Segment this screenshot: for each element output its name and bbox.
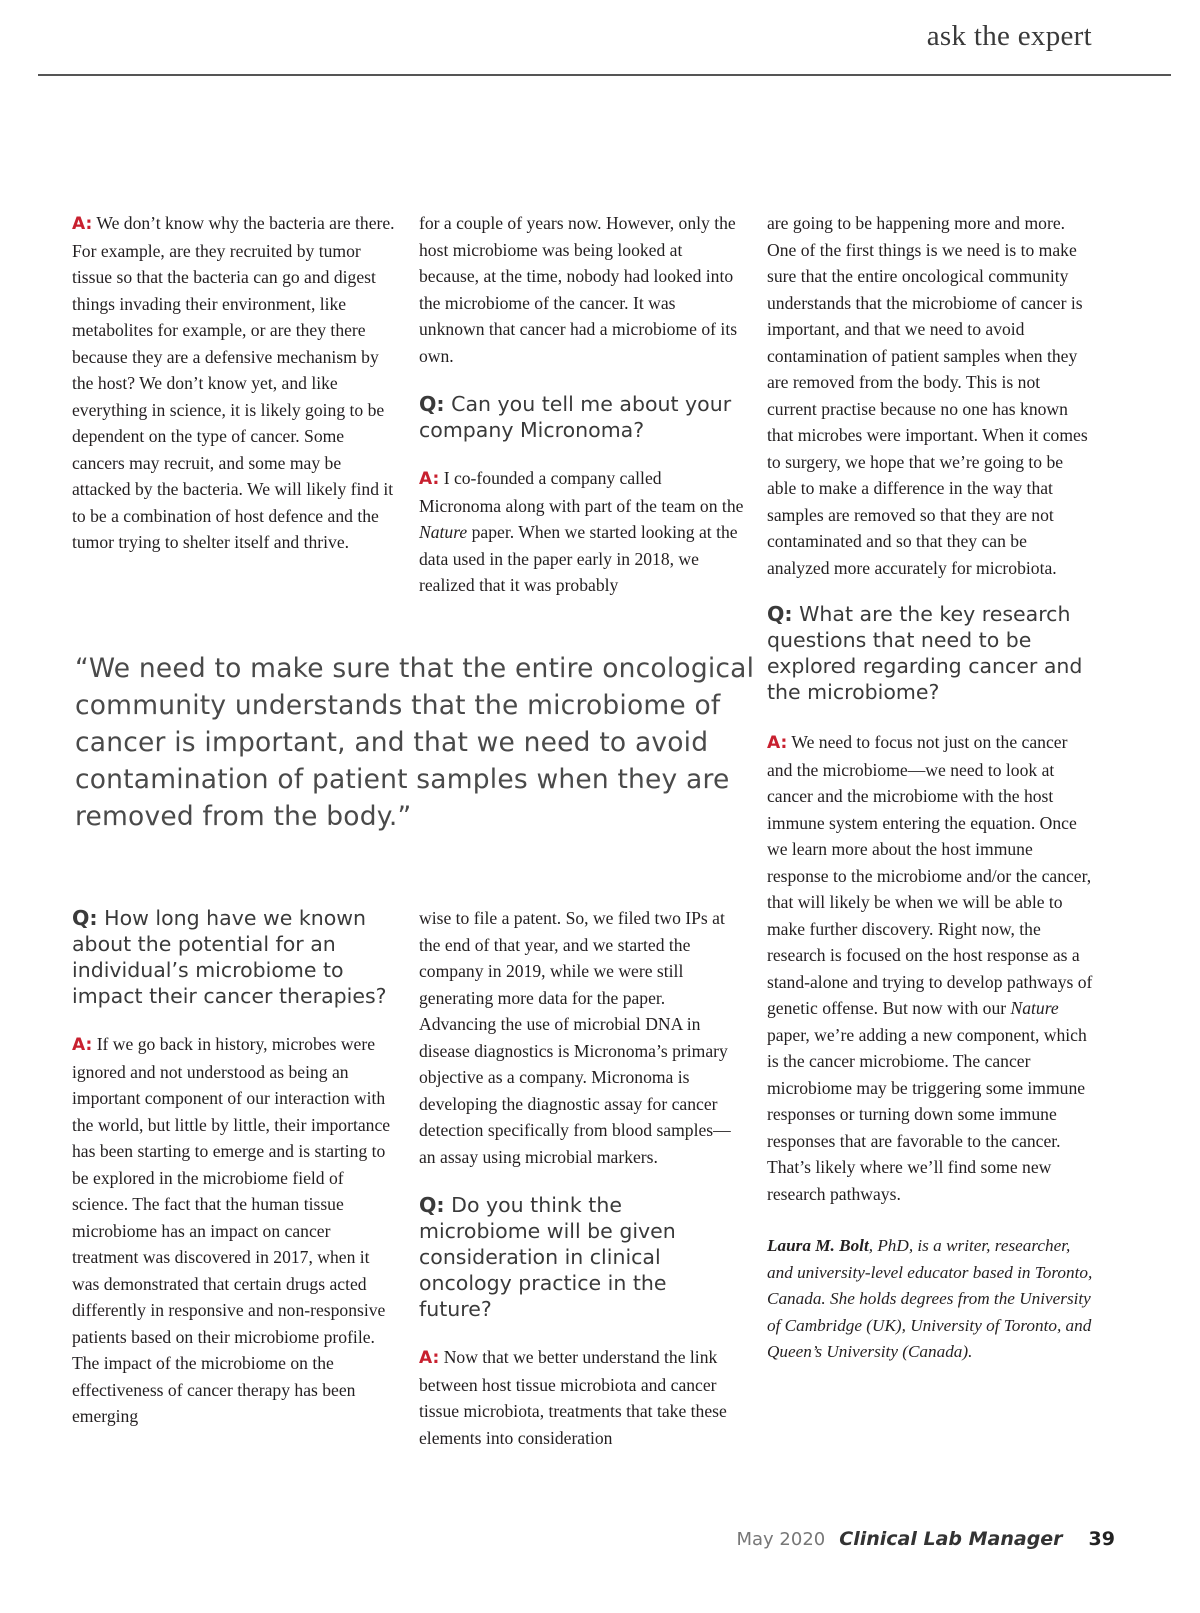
question-heading [72, 905, 397, 1009]
issue-date: May 2020 [736, 1529, 826, 1550]
question-text: Can you tell me about your company Micronoma? [419, 392, 732, 442]
magazine-name: Clinical Lab Manager [839, 1528, 1063, 1550]
answer-continued: wise to file a patent. So, we filed two IPs at the end of that year, and we started the company in 2019, while we were still generating more data for the paper. Advancing the use of microbial DNA in disease diagnostics is Micronoma’s primary objective as a company. Micronoma is developing the diagnostic assay for cancer detection specifically from blood samples—an assay using microbial markers. [419, 908, 731, 1167]
col2-top [419, 210, 744, 599]
question-text: How long have we known about the potential for an individual’s microbiome to impact their cancer therapies? [72, 906, 387, 1008]
answer-continued: for a couple of years now. However, only the host microbiome was being looked at because, at the time, nobody had looked into the microbiome of the cancer. It was unknown that cancer had a microbiome of its own. [419, 213, 738, 366]
question-label: Q: [767, 602, 793, 626]
question-text: What are the key research questions that need to be explored regarding cancer and the microbiome? [767, 602, 1083, 704]
question-heading [419, 391, 744, 443]
question-heading [767, 601, 1093, 705]
author-name: Laura M. Bolt [767, 1236, 869, 1255]
answer-paragraph [767, 729, 1093, 1207]
answer-paragraph [72, 210, 397, 556]
pull-quote: “We need to make sure that the entire oncological community understands that the microbiome of cancer is important, and that we need to avoid contamination of patient samples when they are removed from the body.” [75, 653, 755, 832]
page-number: 39 [1088, 1528, 1115, 1550]
question-label: Q: [419, 1193, 445, 1217]
question-label: Q: [419, 392, 445, 416]
author-bio-text: , PhD, is a writer, researcher, and university-level educator based in Toronto, Canada. She holds degrees from the University of Cambridge (UK), University of Toronto, and Queen’s University (Canada). [767, 1236, 1093, 1361]
answer-label: A: [419, 1348, 440, 1368]
col3 [767, 210, 1093, 1366]
section-title: ask the expert [926, 20, 1092, 52]
answer-paragraph [72, 1031, 397, 1430]
question-label: Q: [72, 906, 98, 930]
author-bio [767, 1233, 1093, 1366]
question-text: Do you think the microbiome will be given consideration in clinical oncology practice in the future? [419, 1193, 676, 1321]
answer-text: We need to focus not just on the cancer and the microbiome—we need to look at cancer and the microbiome with the host immune system entering the equation. Once we learn more about the host immune response to the microbiome and/or the cancer, that will likely be when we will be able to make further discovery. Right now, the research is focused on the host response as a stand-alone and trying to develop pathways of genetic offense. But now with our [767, 732, 1093, 1018]
answer-label: A: [72, 1035, 93, 1055]
journal-name: Nature [1010, 998, 1059, 1018]
question-heading [419, 1192, 744, 1322]
col1-top [72, 210, 397, 556]
answer-label: A: [767, 733, 788, 753]
page-footer [737, 1528, 1116, 1551]
answer-paragraph [419, 1344, 744, 1451]
answer-paragraph [419, 465, 744, 599]
answer-text-cont: paper. When we started looking at the data used in the paper early in 2018, we realized that it was probably [419, 522, 738, 595]
answer-text: If we go back in history, microbes were ignored and not understood as being an important component of our interaction with the world, but little by little, their importance has been starting to emerge and is starting to be explored in the microbiome field of science. The fact that the human tissue microbiome has an impact on cancer treatment was discovered in 2017, when it was demonstrated that certain drugs acted differently in responsive and non-responsive patients based on their microbiome profile. The impact of the microbiome on the effectiveness of cancer therapy has been emerging [72, 1034, 391, 1426]
answer-label: A: [419, 469, 440, 489]
answer-text: Now that we better understand the link between host tissue microbiota and cancer tissue microbiota, treatments that take these elements into consideration [419, 1347, 727, 1448]
answer-continued: are going to be happening more and more. One of the first things is we need is to make sure that the entire oncological community understands that the microbiome of cancer is important, and that we need to avoid contamination of patient samples when they are removed from the body. This is not current practise because no one has known that microbes were important. When it comes to surgery, we hope that we’re going to be able to make a difference in the way that samples are removed so that they are not contaminated and so that they can be analyzed more accurately for microbiota. [767, 213, 1088, 578]
answer-text: We don’t know why the bacteria are there. For example, are they recruited by tumor tissue so that the bacteria can go and digest things invading their environment, like metabolites for example, or are they there because they are a defensive mechanism by the host? We don’t know yet, and like everything in science, it is likely going to be dependent on the type of cancer. Some cancers may recruit, and some may be attacked by the bacteria. We will likely find it to be a combination of host defence and the tumor trying to shelter itself and thrive. [72, 213, 395, 552]
journal-name: Nature [419, 522, 468, 542]
col1-bottom [72, 905, 397, 1430]
answer-label: A: [72, 214, 93, 234]
answer-text: I co-founded a company called Micronoma along with part of the team on the [419, 468, 744, 516]
col2-bottom [419, 905, 744, 1451]
answer-text-cont: paper, we’re adding a new component, which is the cancer microbiome. The cancer microbiome may be triggering some immune responses or turning down some immune responses that are favorable to the cancer. That’s likely where we’ll find some new research pathways. [767, 1024, 1087, 1204]
header-divider [38, 74, 1171, 76]
